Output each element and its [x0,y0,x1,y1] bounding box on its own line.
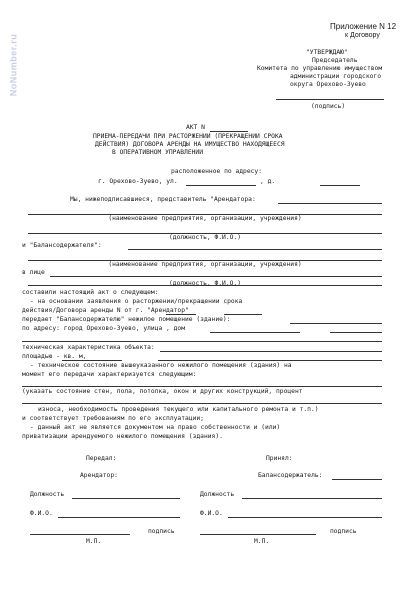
tenant-position-hint: (должность, Ф.И.О.) [168,234,242,241]
right-title: Принял: [266,455,293,462]
watermark: NoNumber.ru [8,33,19,97]
tech-line [160,351,382,352]
approval-line4: округа Орехово-Зуево [290,81,366,88]
state-line-2 [22,403,382,404]
approval-line3: администрации городского [290,73,381,80]
composed-text: составили настоящий акт о следующем: [22,289,159,296]
contract-number-line [166,314,196,315]
in-person-label: в лице [22,269,45,276]
area-label: площадью - кв. м, [22,353,87,360]
address-street-line [186,185,256,186]
approval-signature-hint: (подпись) [311,103,346,110]
approval-title: "УТВЕРЖДАЮ" [306,49,348,56]
tech-label: техническая характеристика объекта: [22,344,155,351]
approval-signature-line [276,99,384,100]
right-stamp: М.П. [254,538,270,545]
address-label: расположенное по адресу: [171,168,262,175]
holder-label: и "Балансодержателя": [22,242,102,249]
holder-org-hint: (наименование предприятия, организации, учреждения) [108,261,302,268]
p1-line-c: передает "Балансодержателю" нежилое помещение (здание): [22,316,231,323]
approval-line1: Председатель [312,57,358,64]
act-number: АКТ N [186,124,205,131]
left-position-line [72,498,180,499]
left-stamp: М.П. [86,538,102,545]
tenant-org-hint: (наименование предприятия, организации, учреждения) [108,215,302,222]
street-line [210,332,300,333]
right-sign-label: подпись [330,528,357,535]
left-sign-label: подпись [148,528,175,535]
act-title-3: В ОПЕРАТИВНОМ УПРАВЛЕНИИ [112,149,203,156]
left-title: Передал: [86,455,117,462]
state-hint-2: износа, необходимость проведения текущего или капитального ремонта и т.п.) [38,406,319,413]
p2-line-b: момент его передачи характеризуется следующим: [22,371,197,378]
right-name-line [228,517,382,518]
right-sign-line [200,534,316,535]
left-name-label: Ф.И.О. [30,510,53,517]
right-party: Балансодержатель: [258,472,323,479]
we-text: Мы, нижеподписавшиеся, представитель "Арендатора: [70,196,256,203]
p1-line-b: действия/Договора аренды N от г. "Арендатор" [22,307,189,314]
left-sign-line [30,534,130,535]
p1-line-a: - на основании заявления о расторжении/прекращении срока [30,298,243,305]
right-position-line [242,498,382,499]
contract-date-line [224,314,262,315]
p2-line-a: - техническое состояние вышеуказанного нежилого помещения (здания) на [30,362,292,369]
right-position-label: Должность [200,491,235,498]
right-name-label: Ф.И.О. [200,510,223,517]
left-position-label: Должность [30,491,65,498]
p3-line-a: - данный акт не является документом на право собственности и (или) [30,424,281,431]
state-hint-1: (указать состояние стен, пола, потолка, окон и других конструкций, процент [22,388,303,395]
act-title-1: ПРИЕМА-ПЕРЕДАЧИ ПРИ РАСТОРЖЕНИИ (ПРЕКРАЩЕНИИ СРОКА [93,133,283,140]
act-title-2: ДЕЙСТВИЯ) ДОГОВОРА АРЕНДЫ НА ИМУЩЕСТВО НАХОДЯЩЕЕСЯ [95,141,285,148]
tenant-line [278,203,382,204]
contract-label: к Договору [345,32,380,39]
appendix-label: Приложение N 12 [330,22,397,31]
area-value-line [62,360,122,361]
right-party-line [332,479,382,480]
p1-line-d: по адресу: город Орехово-Зуево, улица , дом [22,325,186,332]
left-party: Арендатор: [80,472,118,479]
p3-line-b: приватизации арендуемого нежилого помещения (здания). [22,433,223,440]
state-line-1 [22,386,382,387]
house-line [330,332,382,333]
holder-position-hint: (должность, Ф.И.О.) [168,280,242,287]
act-number-line [210,131,248,132]
address-house-line [320,185,360,186]
area-extra-line [158,360,382,361]
premises-line [290,323,382,324]
address-city: г. Орехово-Зуево, ул. [98,178,178,185]
holder-line [128,249,382,250]
in-person-line [50,276,382,277]
p2-line-c: и соответствует требованиям по его эксплуатации; [22,415,204,422]
left-name-line [58,517,180,518]
blank-line-1 [22,341,382,342]
address-house: , д. [260,178,276,185]
approval-line2: Комитета по управлению имуществом [257,65,383,72]
